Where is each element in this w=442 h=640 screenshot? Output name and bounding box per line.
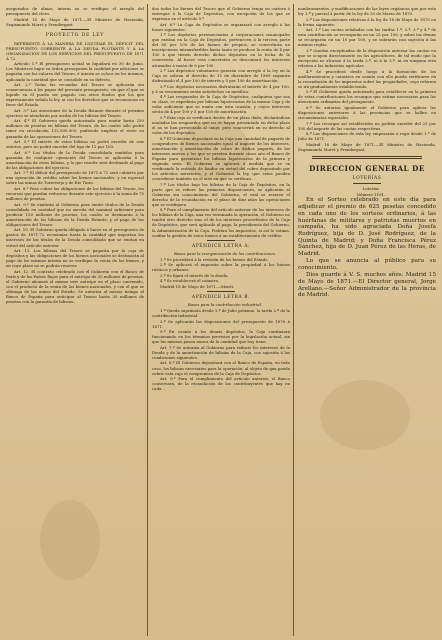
- appendix-heading: APÉNDICE LETRA A.: [191, 243, 251, 249]
- paragraph: Art. 6.º Los títulos de la Deuda consolidada emitidos para garantía de cualquier operación del Tesoro se aplicarán á la amortización de estos bilisias, y lo que resulte será destinado al pago de las obligaciones del ejercicio.: [6, 149, 144, 170]
- paragraph: asegurados de almas, interin no se verifique el arreglo del presupuesto del clero.: [6, 6, 144, 17]
- paragraph: 1.ª Los depósitos pertenecientes á corporaciones municipales que existan en la Caja de Depósitos, pertenecen á la tercera parte del 80 por 100 de los bienes de propios, se convertirán en inscripciones intransferibles hasta tanto se produce la renta de 4 por 100 á que tienen derecho dichos depósitos en la fecha de la conversión. Al hacer esta conversión se descontará los intereses atrasados á razón de 6 por 100.: [152, 32, 290, 68]
- column-3: [298, 6, 436, 636]
- paragraph: 3.ª Quedan exceptuadas de la disposición anterior las cuotas en que se ocupen directamente en los agricultores, de tal modo que la excepción no alcanza á la tarifa 2.ª, ni á la 3.ª, ni en ninguna otra relativa a las industrias agrícolas.: [298, 47, 436, 69]
- separator-rule: [207, 291, 235, 292]
- section-subheading: LOTERÍAS: [352, 175, 382, 181]
- paragraph: 6.ª Se autoriza igualmente al Gobierno para aplicar las disposiciones anteriores á las provincias que se hallen en circunstancias especiales.: [298, 104, 436, 120]
- paragraph: Número 1191.: [356, 191, 386, 197]
- paragraph: Art. 6.º La Caja de Depósitos se organizará con arreglo á las bases siguientes:: [152, 21, 290, 32]
- paragraph: Art. 2.º Todas las recaudas del Tesoro se aplicarán sin consecuencia á los pagos del presente presupuesto; sin que el que se liquide en él pueda ser pagado con otros fondos que los que expresamente señala la ley, ni con los derechos que se reconozcan en favor del Estado.: [6, 82, 144, 108]
- paragraph: Art. 9.º Para el cumplimiento del artículo anterior, el Banco conservará, de la recaudación de los contribuyentes que hay en cada...: [152, 376, 290, 392]
- paragraph: Art. 1.º Las cuotas señaladas con las tarifas 1.ª, 2.ª, 3.ª y 4.ª de esta contribución se recargarán en un 25 por 100, y sobre las demás se recargarán en un 10 por 100, y se cobrarán con sujeción á las mismas reglas.: [298, 27, 436, 48]
- paragraph: Art. 3.º Las atenciones de la Deuda flotante durante el próximo ejercicio se atenderán por medio de los bilisias del Tesoro.: [6, 107, 144, 118]
- paragraph: Art. 8.º Para cubrir las obligaciones de los bilisias del Tesoro, los recursos que puedan reducirse durante este ejercicio á la suma de 75 millones de pesetas.: [6, 186, 144, 202]
- double-separator-rule: [312, 156, 422, 159]
- appendix-item: 1.ª Queda suprimida desde 1.º de Julio próximo, la tarifa 2.ª de la contribución industrial.: [152, 307, 290, 319]
- paragraph: 4.ª Las resguardos de la Caja de Depósitos, cualquiera que sea su clase, se expedirán por bilisias hipotecarias de la misma Caja y de valor suficiente que se emita con esta ocasión, y cuyos intereses serán de 4 por 100 y 5 por 100 de amortización.: [152, 94, 290, 115]
- paragraph: Art. 9.º Se emitirán al Gobierno para emitir títulos de la Deuda consolidada en cantidad que no exceda del nominal suficiente para producir 150 millones de pesetas, los cuales se destinarán á la amortización de los bilisias de la Deuda flotante, y al pago de las obligaciones del Tesoro.: [6, 201, 144, 227]
- appendix-subtitle: Bases para la contribución industrial.: [187, 302, 263, 308]
- paragraph: En el Sorteo celebrado en este día para adjudicar el premio de 625 pesetas concedido en cada uno de los sorteos ordinarios, á las huérfanas de militares y patriotas muertos en campaña, ha sido agraciada Doña Josefa Rodríguez, hija de D. José Rodríguez, de la Quinta de Madrid; y Doña Francisca Pérez Sánchez, hija de D. Juan Pérez de las Heras, de Madrid.: [298, 197, 436, 258]
- paragraph: Madrid 18 de Mayo de 1871.—El Ministro de Hacienda, Segismundo Moret y Prendergast.: [6, 16, 144, 27]
- paragraph: Art. 7.º Se autoriza al Gobierno para reducir los intereses de la Deuda y de la amortización de bilisias de la Caja, con sujeción á las condiciones siguientes.: [152, 344, 290, 360]
- paragraph: 2.ª Los depósitos voluntarios gozarán con arreglo á la ley en la Caja se cobran al derecho de 15 de diciembre de 1869 seguirán disfrutando el 4 por 100 de interés y 5 por 100 de amortización.: [152, 68, 290, 84]
- paragraph: Art. 10. El Gobierno queda obligado á hacer en el presupuesto de gastos de 1871-72 economías hasta la cantidad que importan los intereses de los títulos de la Deuda consolidada que se emitan en virtud del artículo anterior.: [6, 227, 144, 248]
- paragraph: 2.ª Las disposiciones relativas á la ley de 18 de Mayo de 1870 en la forma siguiente:: [298, 16, 436, 27]
- paragraph: REFERENTE Á LA MANERA DE LIQUIDAR EL DÉFICIT DEL PRESUPUESTO CORRIENTE Á LA DEUDA FLOTANTE Y Á LA ORGANIZACIÓN DE LOS SERVICIOS DEL PRESUPUESTO DE 1871 Á 72.: [6, 40, 144, 61]
- appendix-item: 4.ª Se establecerá el catastro.: [160, 278, 220, 284]
- paragraph: 7.ª Los recargos así establecidos no podrán exceder del 25 por 100 del importe de las cuotas respectivas.: [298, 120, 436, 131]
- paragraph: 8.ª Las disposiciones de esta ley empezarán á regir desde 1.º de Julio de 1871.: [298, 131, 436, 142]
- paragraph: Art. 12. El contrato celebrado con el Gobierno con el Banco de París y de los Países Bajos para el anticipo de 35 millones de pesetas, el Gobierno abonará al mismo este anticipo en el plazo convenido, con el producto de la venta de los bienes nacionales, y con el que se obtenga de las minas del Estado. Se autoriza al mismo tiempo al Banco de España para anticipar al Tesoro hasta 35 millones de pesetas con la garantía de bilisias...: [6, 268, 144, 305]
- paragraph: dos todos los bienes del Tesoro que el Gobierno tenga en cartera ó entregue á la Caja de Depósitos, con excepción de los que se expresan en el artículo 5.º: [152, 6, 290, 22]
- section-heading: PROYECTO DE LEY: [45, 32, 105, 38]
- column-rule: [293, 4, 294, 636]
- paragraph: Art. 4.º El Gobierno queda autorizado para emitir hasta 250 millones de pesetas en bilisias del Tesoro, de las cuales sólo podrá tener en circulación 112.500.000, pudiendo emplear el resto en garantía de las operaciones del Tesoro.: [6, 118, 144, 139]
- column-rule: [147, 4, 148, 636]
- separator-rule: [61, 29, 89, 30]
- paragraph: Dios guarde á V. S. muchos años. Madrid 15 de Mayo de 1871.—El Director general, Jorge Arellano.—Señor Administrador de la provincia de Madrid.: [298, 272, 436, 299]
- appendix-heading: APÉNDICE LETRA B.: [191, 294, 251, 300]
- column-1: [6, 6, 144, 636]
- paragraph: Art. 7.º El déficit del presupuesto de 1871 á 72 será cubierto por una operación de crédito sobre los bienes nacionales, y en especial sobre las minas de Torrevieja y de Río Tinto.: [6, 170, 144, 186]
- paragraph: Art. 5.º El interés de estos bilisias no podrá exceder de seis enteros, pero no podrá exceder del tipo de 12 por 100.: [6, 139, 144, 150]
- paragraph: 9.º En cuanto á los demás depósitos, la Caja continuará funcionando en los términos previstos por la legislación actual, sin que los mismos pasen nunca de la cantidad que hoy tiene.: [152, 329, 290, 345]
- paragraph: 5.ª El Gobierno queda autorizado para establecer en la primera de estas contribuciones los recargos que estime necesarios para las atenciones ordinarias del presupuesto.: [298, 89, 436, 105]
- paragraph: Madrid 18 de Mayo de 1871.—El Ministro de Hacienda, Segismundo Moret y Prendergast.: [298, 141, 436, 152]
- paragraph: 7.ª Los títulos bajo los bilisias de la Caja de Depósitos, en la parte que se refiere las primeras disposiciones, se aplicarán al Gobierno sin conocimiento del Gobierno, el cual se reserva el derecho de la recaudación en el plazo de diez años las operaciones que se verifiquen.: [152, 181, 290, 207]
- appendix-item: 3.ª Se fijará el interés de la deuda.: [160, 272, 229, 278]
- paragraph: 4.ª Se procederá desde luego á la formación de los amillaramientos y catastros en cuanto con ello pueda verificarse en la recaudación de los impuestos sobre las propiedades, cuya reforma se irá gradualmente estableciendo.: [298, 68, 436, 89]
- paragraph: 6.ª El Gobierno depositará en la Caja una cantidad de pagarés de compradores de bienes nacionales igual al importe de los intereses, amortización y amortización de cobro de dichos pagarés, de los intereses nuevos y los que se presten durante cinco año el Banco de España para garantizar los bilisias hipotecarios de la primera y segunda serie. El Gobierno se aplicará á medida que se va verificando la entrada de fondos en virtud del cobro depositado por los artículos anteriores, y el Gobierno la ley, que estos pueden concederse también en el acto en que se verifican.: [152, 135, 290, 182]
- appendix-item: 1.ª Se procederá á la revisión de los bienes del Estado.: [160, 256, 269, 262]
- paragraph: Art. 8.º El Gobierno depositará con el Banco de España, en todo caso, los bilisias necesarios para la operación, al objeto de que pueda cubrir esta caja el compromiso de la Caja de Depósitos.: [152, 360, 290, 376]
- section-heading: DIRECCION GENERAL DE: [309, 163, 425, 173]
- paragraph: Loterías: [362, 186, 380, 192]
- appendix-item: 2.ª Se aplicarán las disposiciones del presupuesto de 1870 á 1871.: [152, 318, 290, 329]
- paragraph: Artículo 1.º El presupuesto actual se liquidará en 30 de Junio. Los Ministros bajos su órden presuponen la cualidad por adiciones se pagarán con los valores del Tesoro, é interin se coloca en los mismos, aplicando la cantidad que se consolide en su defecto.: [6, 61, 144, 82]
- separator-rule: [353, 183, 381, 184]
- paragraph: 3.ª Los depósitos necesarios disfrutarán el interés de 4 por 100, y á su vencimiento serán satisfechos en metálico.: [152, 83, 290, 94]
- paragraph: Lo que se anuncia al público para su conocimiento.: [298, 258, 436, 271]
- signature: Madrid 18 de Mayo de 1871.—Moret.: [160, 283, 235, 289]
- paragraph: 8.ª Para el cumplimiento del artículo anterior de los intereses de los bilisias de la Caja, una vez terminada la operación, el Gobierno no tendrá otro derecho sino el de los intereses procedentes de la Caja de Depósitos, que será aplicado al pago, la presidencia del Gobierno, la Administración de la Caja. Podrían los impuestos, si así lo estima, confiar la gestión de estos bienes á un establecimiento de crédito.: [152, 207, 290, 238]
- paragraph: nombramientos, y modificaciones de las leyes orgánicas que por esta ley 1.ª y parcial á partir de la ley de 20 de Marzo de 1870.: [298, 6, 436, 17]
- appendix-subtitle: Bases para la reorganización de los contribuciones.: [174, 251, 276, 257]
- column-2: [152, 6, 290, 636]
- separator-rule: [207, 240, 235, 241]
- paragraph: Art. 11. Los bilisias del Tesoro se pagarán por la caja de depósitos y las obligaciones de los bienes nacionales se destinarán al pago de los mismos interin no se verifique la venta de los bienes, y en cuyo plazo no se podrán renovar.: [6, 248, 144, 269]
- appendix-item: 2.ª Se aplicará el impuesto sobre la propiedad á los bienes rústicos y urbanos.: [152, 262, 290, 273]
- paragraph: 5.ª Esta caja se verificará dentro de un plazo dado, declarándose anuladas las resguardos que no se hayan presentado en dicho plazo el no se han presentado al canje; pero concurrirá en su derecho al valor de los depósitos.: [152, 114, 290, 136]
